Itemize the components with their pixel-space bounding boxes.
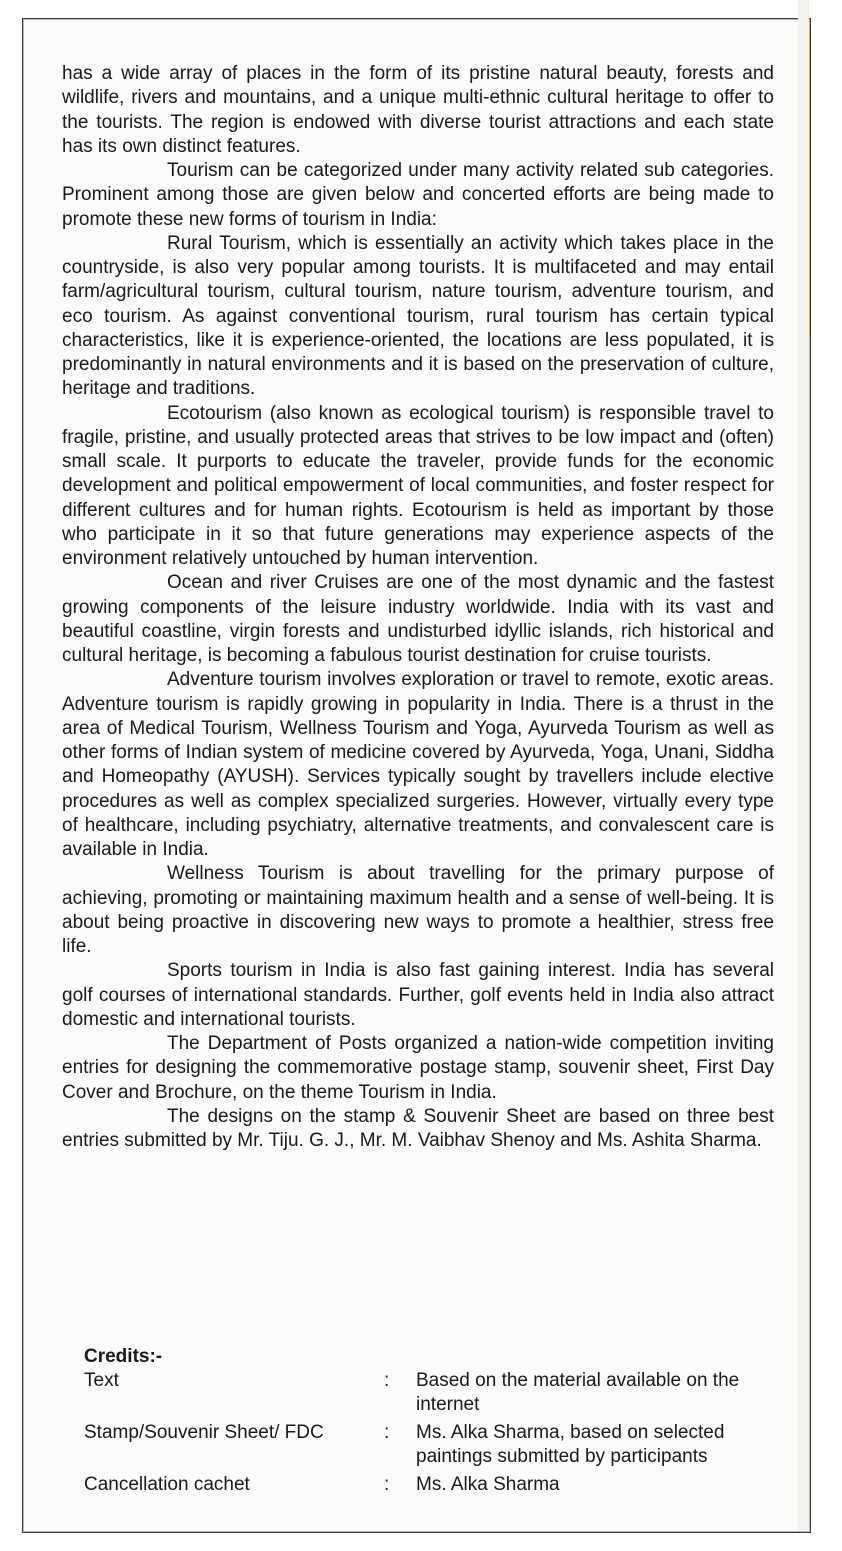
paragraph-wellness: Wellness Tourism is about travelling for the primary purpose of achieving, promoting or maintaining maximum health and a sense of well-being. It is about being proactive in discovering new ways to promote a healthier, stress free life. [62,863,774,957]
paragraph-designs: The designs on the stamp & Souvenir Sheet are based on three best entries submitted by Mr. Tiju. G. J., Mr. M. Vaibhav Shenoy and Ms. Ashita Sharma. [62,1105,774,1151]
page-edge [798,0,809,1531]
credits-title: Credits:- [84,1346,163,1367]
credit-separator: : [384,1422,390,1443]
credit-row-stamp [84,1421,784,1469]
orange-edge-strip [809,19,811,337]
credit-value: Ms. Alka Sharma [416,1474,560,1495]
paragraph-intro: has a wide array of places in the form of its pristine natural beauty, forests and wildlife, rivers and mountains, and a unique multi-ethnic cultural heritage to offer to the tourists. The region is endowed with diverse tourist attractions and each state has its own distinct features. [62,63,774,157]
paragraph-competition: The Department of Posts organized a nation-wide competition inviting entries for designing the commemorative postage stamp, souvenir sheet, First Day Cover and Brochure, on the theme Tourism in India. [62,1033,774,1103]
paragraph-cruises: Ocean and river Cruises are one of the most dynamic and the fastest growing components of the leisure industry worldwide. India with its vast and beautiful coastline, virgin forests and undisturbed idyllic islands, rich historical and cultural heritage, is becoming a fabulous tourist destination for cruise tourists. [62,572,774,666]
paragraph-sports: Sports tourism in India is also fast gaining interest. India has several golf courses of international standards. Further, golf events held in India also attract domestic and international tourists. [62,960,774,1030]
credit-value: Ms. Alka Sharma, based on selected paintings submitted by participants [416,1422,725,1467]
credit-row-cachet [84,1473,784,1497]
credit-separator: : [384,1370,390,1391]
paragraph-rural-tourism: Rural Tourism, which is essentially an activity which takes place in the countryside, is also very popular among tourists. It is multifaceted and may entail farm/agricultural tourism, cultural tourism, nature tourism, adventure tourism, and eco tourism. As against conventional tourism, rural tourism has certain typical characteristics, like it is experience-oriented, the locations are less populated, it is predominantly in natural environments and it is based on the preservation of culture, heritage and traditions. [62,232,774,400]
credit-label: Stamp/Souvenir Sheet/ FDC [84,1422,324,1443]
paragraph-ecotourism: Ecotourism (also known as ecological tourism) is responsible travel to fragile, pristine, and usually protected areas that strives to be low impact and (often) small scale. It purports to educate the traveler, provide funds for the economic development and political empowerment of local communities, and foster respect for different cultures and for human rights. Ecotourism is held as important by those who participate in it so that future generations may experience aspects of the environment relatively untouched by human intervention. [62,402,774,569]
paragraph-categories: Tourism can be categorized under many activity related sub categories. Prominent among those are given below and concerted efforts are being made to promote these new forms of tourism in India: [62,160,774,230]
body-text [62,62,774,1153]
credit-row-text [84,1369,784,1417]
credit-value: Based on the material available on the internet [416,1370,740,1415]
credit-separator: : [384,1474,390,1495]
paragraph-adventure-medical: Adventure tourism involves exploration or travel to remote, exotic areas. Adventure tourism is rapidly growing in popularity in India. There is a thrust in the area of Medical Tourism, Wellness Tourism and Yoga, Ayurveda Tourism as well as other forms of Indian system of medicine covered by Ayurveda, Yoga, Unani, Siddha and Homeopathy (AYUSH). Services typically sought by travellers include elective procedures as well as complex specialized surgeries. However, virtually every type of healthcare, including psychiatry, alternative treatments, and convalescent care is available in India. [62,669,774,860]
credit-label: Text [84,1370,119,1391]
credit-label: Cancellation cachet [84,1474,250,1495]
credits-section [84,1345,784,1501]
